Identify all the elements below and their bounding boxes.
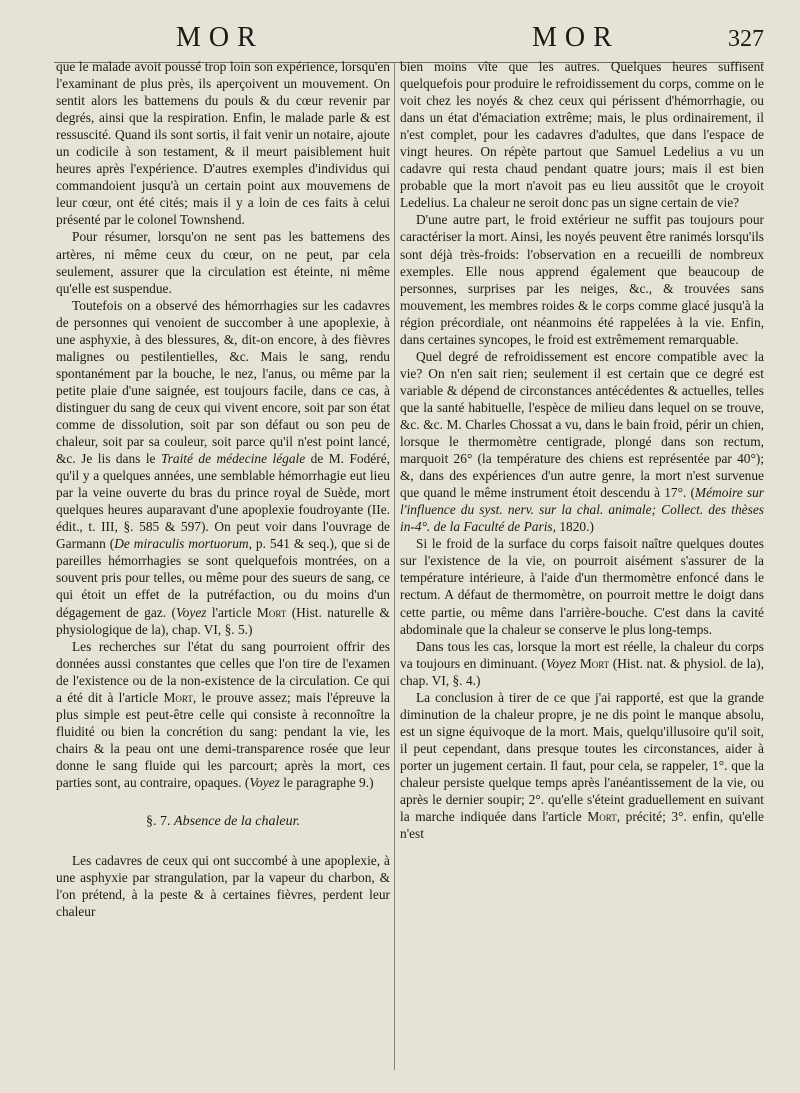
paragraph: Toutefois on a observé des hémorrhagies sur les cadavres de personnes qui venoient de succomber à une apoplexie, à une asphyxie, à des blessures, &, dit-on encore, à des fièvres malignes ou pestilentielles, &c. Mais le sang, rendu spontanément par la bouche, le nez, l'anus, ou même par la petite plaie d'une saignée, est toujours facile, dans ce cas, à distinguer du sang de ceux qui vivent encore, soit par son état comme de dissolution, soit par son défaut ou son peu de chaleur, soit par sa couleur, soit parce qu'il n'est point lancé, &c. Je lis dans le Traité de médecine légale de M. Fodéré, qu'il y a quelques années, une semblable hémorrhagie eut lieu par la veine ouverte du bras du prince royal de Suède, mort quelques heures auparavant d'une apoplexie foudroyante (IIe. édit., t. III, §. 585 & 597). On peut voir dans l'ouvrage de Garmann (De miraculis mortuorum, p. 541 & seq.), que si de pareilles hémorrhagies se sont quelquefois montrées, on a souvent pris pour telles, ou même pour des sueurs de sang, ce qui étoit un effet de la putréfaction, ou du moins d'un dégagement de gaz. (Voyez l'article Mort (Hist. naturelle & physiologique de la), chap. VI, §. 5.)	[56, 297, 390, 637]
section-number: §. 7.	[146, 814, 171, 830]
column-divider	[394, 62, 395, 1070]
paragraph: bien moins vîte que les autres. Quelques heures suffisent quelquefois pour produire le refroidissement du corps, comme on le voit chez les noyés & chez ceux qui périssent d'hémorrhagie, ou dans un état d'émaciation extrême; mais, le plus ordinairement, il n'est complet, pour les cadavres d'adultes, que dans l'espace de vingt heures. On répète partout que Samuel Ledelius a vu un cadavre qui resta chaud pendant quatre jours; mais il est bien probable que la mort n'avoit pas eu lieu aussitôt que le croyoit Ledelius. La chaleur ne seroit donc pas un signe certain de vie?	[400, 59, 764, 211]
citation: Mémoire sur l'influence du syst. nerv. sur la chal. animale; Collect. des thèses in-4°. de la Faculté de Paris,	[400, 485, 765, 535]
running-head	[0, 18, 800, 58]
book-title: Traité de médecine légale	[160, 451, 306, 467]
left-column	[56, 58, 390, 920]
paragraph: D'une autre part, le froid extérieur ne suffit pas toujours pour caractériser la mort. Ainsi, les noyés peuvent être ranimés lorsqu'ils sont déjà très-froids: l'observation en a recueilli de nombreux exemples. Elle nous apprend également que beaucoup de personnes, surprises par les neiges, &c., & trouvées sans mouvement, les membres roides & le corps comme glacé jusqu'à la région précordiale, ont néanmoins été rappelées à la vie. Enfin, dans certaines syncopes, le froid est extrêmement remarquable.	[400, 212, 764, 347]
paragraph: La conclusion à tirer de ce que j'ai rapporté, est que la grande diminution de la chaleur propre, je ne dis point le manque absolu, est un signe équivoque de la mort. Mais, quelqu'illusoire qu'il soit, il peut cependant, dans presque toutes les circonstances, aider à porter un jugement certain. Il faut, pour cela, se rappeler, 1°. que la chaleur persiste quelque temps après l'anéantissement de la vie, ou après le dernier soupir; 2°. qu'elle s'éteint graduellement en suivant la marche indiquée dans l'article Mort, précité; 3°. enfin, qu'elle n'est	[400, 689, 764, 842]
running-title-left: MOR	[176, 22, 264, 53]
section-title: Absence de la chaleur.	[174, 814, 300, 830]
right-column	[400, 58, 764, 842]
cross-reference: Mort	[163, 689, 193, 705]
page-number: 327	[728, 26, 764, 52]
paragraph: Les cadavres de ceux qui ont succombé à une apoplexie, à une asphyxie par strangulation, par la vapeur du charbon, & l'on prétend, à la peste & à certaines fièvres, perdent leur chaleur	[56, 853, 390, 920]
book-title: De miraculis mortuorum	[114, 536, 249, 552]
paragraph: Dans tous les cas, lorsque la mort est réelle, la chaleur du corps va toujours en diminuant. (Voyez Mort (Hist. nat. & physiol. de la), chap. VI, §. 4.)	[400, 638, 764, 688]
cross-reference: Mort	[256, 604, 287, 620]
paragraph: que le malade avoit poussé trop loin son expérience, lorsqu'en l'examinant de plus près, ils aperçoivent un mouvement. On sentit alors les battemens du pouls & du cœur revenir par degrés, ainsi que la respiration. Enfin, le malade parle & est ressuscité. Quand ils sont sortis, il fait venir un notaire, ajoute un codicile à son testament, & il meurt paisiblement huit heures après l'expérience. D'autres exemples d'individus qui commandoient jusqu'à un certain point aux mouvemens de leur cœur, ont été cités; mais il y a loin de ces faits à celui présenté par le colonel Townshend.	[56, 59, 390, 228]
paragraph: Pour résumer, lorsqu'on ne sent pas les battemens des artères, ni même ceux du cœur, on ne peut, par cela seulement, assurer que la circulation est éteinte, ni même qu'elle est suspendue.	[56, 229, 390, 296]
section-heading	[56, 813, 390, 830]
paragraph: Si le froid de la surface du corps faisoit naître quelques doutes sur l'existence de la vie, on pourroit aisément s'assurer de la température intérieure, à l'aide d'un thermomètre enfoncé dans le rectum. A défaut de thermomètre, on pourroit mettre le doigt dans cette partie, ou même dans l'arrière-bouche. C'est dans la cavité abdominale que la chaleur se conserve le plus long-temps.	[400, 536, 764, 637]
cross-reference: Mort	[579, 655, 610, 671]
running-title-right: MOR	[532, 22, 620, 53]
paragraph: Quel degré de refroidissement est encore compatible avec la vie? On n'en sait rien; seulement il est certain que ce degré est variable & dépend de circonstances antécédentes & actuelles, telles que la santé habituelle, l'espèce de milieu dans lequel on se trouve, &c. &c. M. Charles Chossat a vu, dans le bain froid, périr un chien, lorsque le thermomètre centigrade, plongé dans son rectum, marquoit 26° (la température des chiens est représentée par 40°); &, dans des expériences d'un autre genre, la mort n'est survenue que quand le même instrument étoit descendu à 17°. (Mémoire sur l'influence du syst. nerv. sur la chal. animale; Collect. des thèses in-4°. de la Faculté de Paris, 1820.)	[400, 348, 765, 535]
cross-reference: Mort	[587, 809, 617, 825]
paragraph: Les recherches sur l'état du sang pourroient offrir des données aussi constantes que celles que l'on tire de l'examen de l'existence ou de la non-existence de la circulation. Ce qui a été dit à l'article Mort, le prouve assez; mais l'épreuve la plus simple est peut-être celle qui consiste à reconnoître la fluidité ou bien la concrétion du sang: pendant la vie, les chairs & la peau ont une demi-transparence rosée que leur donne le sang fluide qui les parcourt; après la mort, ces parties sont, au contraire, opaques. (Voyez le paragraphe 9.)	[56, 638, 390, 790]
